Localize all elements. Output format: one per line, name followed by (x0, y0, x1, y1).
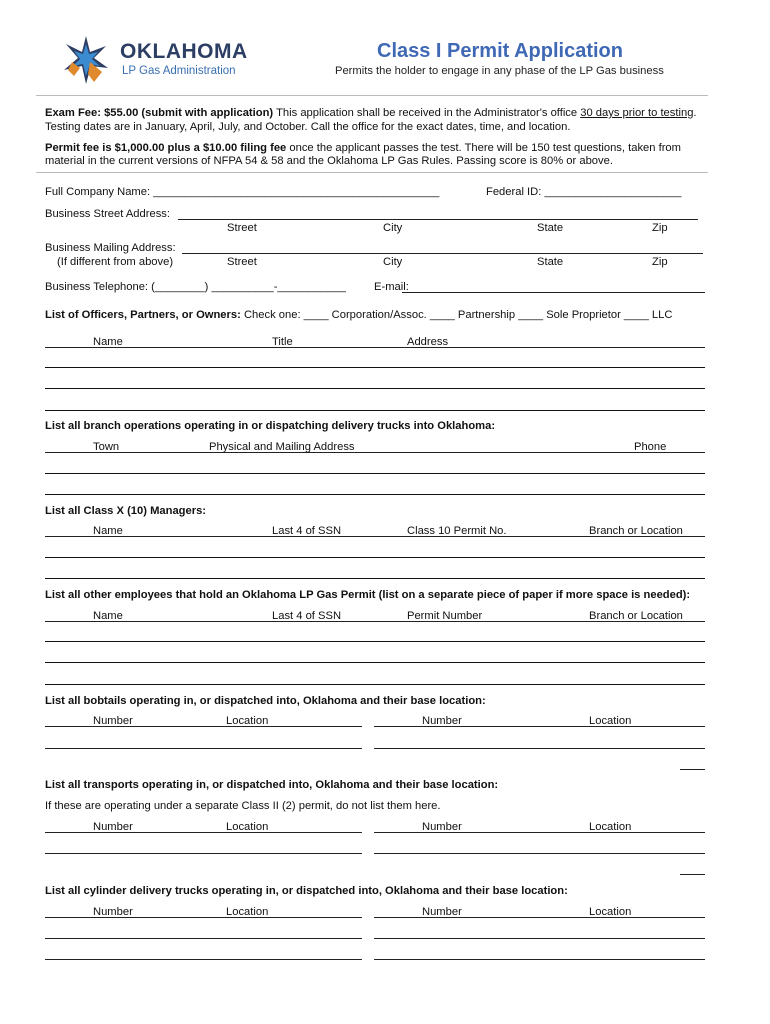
employees-name-col: Name (93, 610, 123, 622)
bobtails-heading: List all bobtails operating in, or dispatched into, Oklahoma and their base location: (45, 695, 486, 707)
cylinders-header-line-left (45, 917, 362, 918)
zip-col-label: Zip (652, 222, 668, 234)
transports-header-line-right (374, 832, 705, 833)
managers-heading: List all Class X (10) Managers: (45, 505, 207, 517)
employees-ssn-col: Last 4 of SSN (272, 610, 342, 622)
mailing-state-col-label: State (537, 256, 564, 268)
bobtails-header-line-left (45, 726, 362, 727)
employees-row-line[interactable] (45, 684, 705, 685)
branches-phone-col: Phone (634, 441, 667, 453)
permit-fee-text: once the applicant passes the test. There will be 150 test questions, taken from (286, 142, 681, 154)
branches-row-line[interactable] (45, 473, 705, 474)
mailing-city-col-label: City (383, 256, 403, 268)
managers-ssn-col: Last 4 of SSN (272, 525, 342, 537)
managers-header-line (45, 536, 705, 537)
bobtails-row-left[interactable] (45, 748, 362, 749)
transports-location-col-2: Location (589, 821, 632, 833)
employees-permit-col: Permit Number (407, 610, 483, 622)
form-title: Class I Permit Application (377, 40, 623, 62)
employees-branch-col: Branch or Location (589, 610, 683, 622)
officers-row-line[interactable] (45, 388, 705, 389)
managers-row-line[interactable] (45, 578, 705, 579)
transports-row-right[interactable] (374, 853, 705, 854)
employees-row-line[interactable] (45, 641, 705, 642)
mailing-address-label: Business Mailing Address: (45, 242, 176, 254)
transports-heading: List all transports operating in, or dispatched into, Oklahoma and their base location: (45, 779, 499, 791)
branches-row-line[interactable] (45, 494, 705, 495)
transports-row-end[interactable] (680, 874, 705, 875)
bobtails-row-end[interactable] (680, 769, 705, 770)
transports-number-col-2: Number (422, 821, 462, 833)
permit-fee-line (45, 142, 681, 155)
officers-row-line[interactable] (45, 410, 705, 411)
officers-heading: List of Officers, Partners, or Owners: (45, 309, 241, 321)
officers-title-col: Title (272, 336, 293, 348)
federal-id-field[interactable]: Federal ID: ______________________ (486, 186, 682, 198)
managers-branch-col: Branch or Location (589, 525, 683, 537)
employees-row-line[interactable] (45, 662, 705, 663)
managers-permit-col: Class 10 Permit No. (407, 525, 507, 537)
cylinders-location-col: Location (226, 906, 269, 918)
logo-name: OKLAHOMA (120, 40, 248, 63)
cylinders-header-line-right (374, 917, 705, 918)
bobtails-row-right[interactable] (374, 748, 705, 749)
cylinders-location-col-2: Location (589, 906, 632, 918)
cylinders-heading: List all cylinder delivery trucks operating in, or dispatched into, Oklahoma and their base location: (45, 885, 568, 897)
street-address-field[interactable] (178, 219, 698, 220)
permit-fee-bold: Permit fee is $1,000.00 plus a $10.00 filing fee (45, 142, 287, 154)
header-divider (36, 95, 708, 96)
mailing-note: (If different from above) (57, 256, 174, 268)
cylinders-row-right[interactable] (374, 938, 705, 939)
transports-note: If these are operating under a separate Class II (2) permit, do not list them here. (45, 800, 441, 812)
agency-logo (58, 32, 248, 88)
officers-header-line (45, 347, 705, 348)
exam-fee-text: This application shall be received in the Administrator's office (273, 107, 581, 119)
street-address-label: Business Street Address: (45, 208, 170, 220)
state-col-label: State (537, 222, 564, 234)
transports-row-left[interactable] (45, 853, 362, 854)
transports-number-col: Number (93, 821, 133, 833)
officers-row-line[interactable] (45, 367, 705, 368)
business-type-check[interactable]: Check one: ____ Corporation/Assoc. ____ Partnership ____ Sole Proprietor ____ LLC (243, 309, 673, 321)
exam-fee-line (45, 107, 697, 120)
officers-heading-line (45, 309, 672, 322)
employees-heading: List all other employees that hold an Oklahoma LP Gas Permit (list on a separate piece of paper if more space is needed): (45, 589, 691, 601)
star-emblem-icon (58, 32, 114, 88)
street-col-label: Street (227, 222, 257, 234)
email-field[interactable] (402, 292, 705, 293)
exam-deadline: 30 days prior to testing (580, 107, 694, 119)
email-label: E-mail: (374, 281, 409, 293)
officers-name-col: Name (93, 336, 123, 348)
bobtails-number-col: Number (93, 715, 133, 727)
cylinders-number-col: Number (93, 906, 133, 918)
full-company-name-field[interactable]: Full Company Name: ______________________________________________ (45, 186, 440, 198)
mailing-address-field[interactable] (182, 253, 703, 254)
bobtails-number-col-2: Number (422, 715, 462, 727)
branches-header-line (45, 452, 705, 453)
cylinders-row-left[interactable] (45, 959, 362, 960)
mailing-zip-col-label: Zip (652, 256, 668, 268)
testing-dates: Testing dates are in January, April, July, and October. Call the office for the exact dates, time, and location. (45, 121, 571, 133)
managers-row-line[interactable] (45, 557, 705, 558)
intro-divider (36, 172, 708, 173)
bobtails-location-col-2: Location (589, 715, 632, 727)
branches-town-col: Town (93, 441, 120, 453)
cylinders-row-right[interactable] (374, 959, 705, 960)
cylinders-number-col-2: Number (422, 906, 462, 918)
city-col-label: City (383, 222, 403, 234)
transports-header-line-left (45, 832, 362, 833)
managers-name-col: Name (93, 525, 123, 537)
branches-heading: List all branch operations operating in or dispatching delivery trucks into Oklahoma: (45, 420, 496, 432)
employees-header-line (45, 621, 705, 622)
officers-address-col: Address (407, 336, 449, 348)
branches-address-col: Physical and Mailing Address (209, 441, 355, 453)
business-telephone-field[interactable]: Business Telephone: (________) __________-___________ (45, 281, 346, 293)
bobtails-location-col: Location (226, 715, 269, 727)
exam-fee-bold: Exam Fee: $55.00 (submit with application) (45, 107, 274, 119)
exam-fee-end: . (693, 107, 697, 119)
logo-subtitle: LP Gas Administration (122, 65, 236, 77)
bobtails-header-line-right (374, 726, 705, 727)
permit-fee-line2: material in the current versions of NFPA 54 & 58 and the Oklahoma LP Gas Rules. Passing score is 80% or above. (45, 155, 613, 167)
transports-location-col: Location (226, 821, 269, 833)
form-subtitle: Permits the holder to engage in any phase of the LP Gas business (335, 65, 664, 77)
cylinders-row-left[interactable] (45, 938, 362, 939)
mailing-street-col-label: Street (227, 256, 257, 268)
